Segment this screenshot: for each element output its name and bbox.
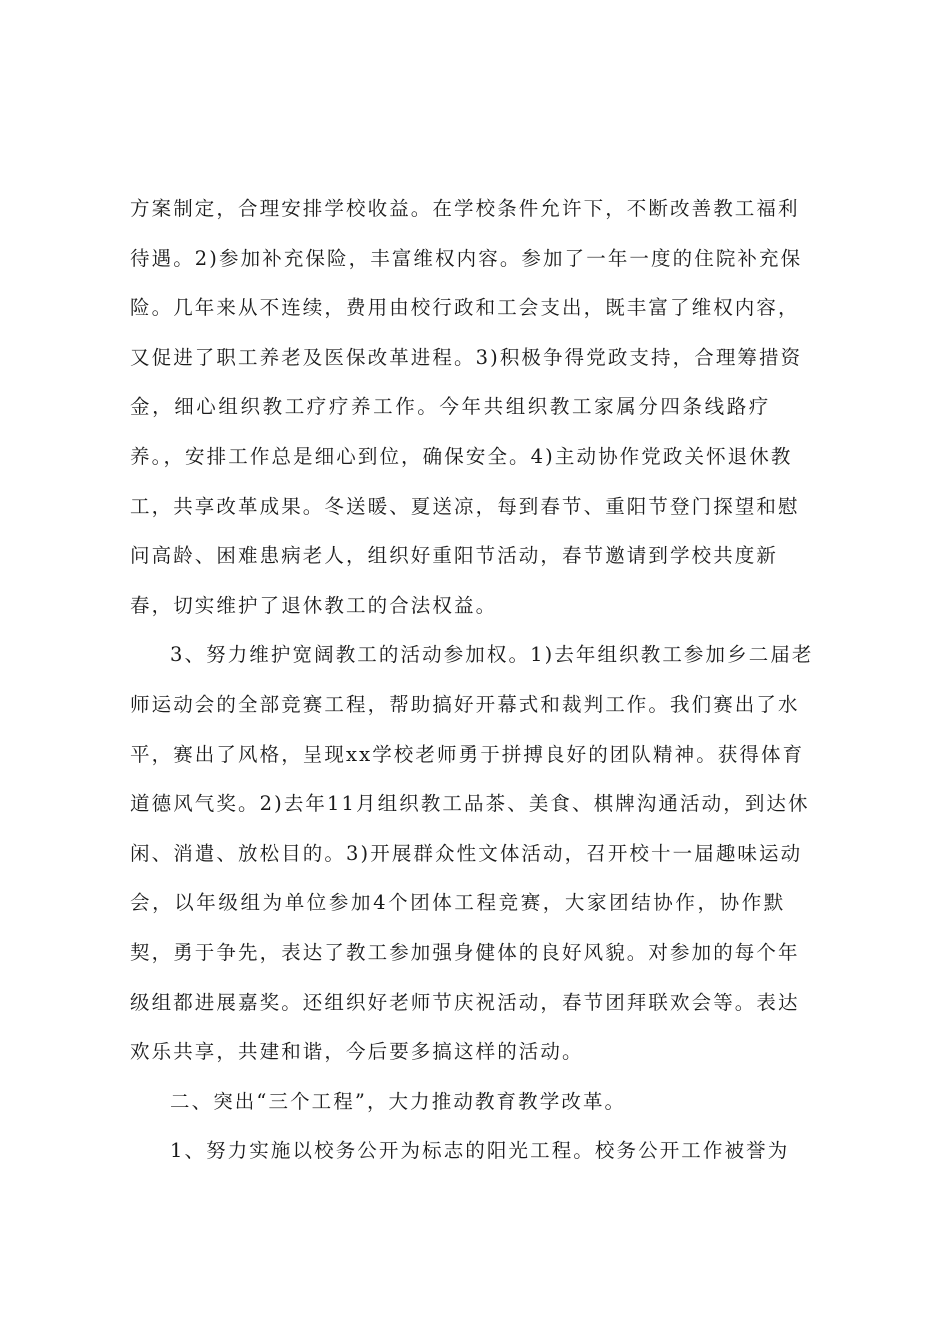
section-heading: 二、突出“三个工程”，大力推动教育教学改革。 [170,1089,627,1113]
text-line: 养。，安排工作总是细心到位，确保安全。4)主动协作党政关怀退休教 [130,444,793,468]
text-line: 工，共享改革成果。冬送暖、夏送凉，每到春节、重阳节登门探望和慰 [130,494,800,518]
text-line: 待遇。2)参加补充保险，丰富维权内容。参加了一年一度的住院补充保 [130,246,803,270]
text-line: 金，细心组织教工疗疗养工作。今年共组织教工家属分四条线路疗 [130,395,771,419]
text-line: 又促进了职工养老及医保改革进程。3)积极争得党政支持，合理筹措资 [130,345,803,369]
paragraph-first-line: 3、努力维护宽阔教工的活动参加权。1)去年组织教工参加乡二届老 [170,643,814,667]
text-line: 平，赛出了风格，呈现xx学校老师勇于拼搏良好的团队精神。获得体育 [130,742,805,766]
text-line: 欢乐共享，共建和谐，今后要多搞这样的活动。 [130,1040,584,1064]
text-line: 道德风气奖。2)去年11月组织教工品茶、美食、棋牌沟通活动，到达休 [130,792,810,816]
text-line: 方案制定，合理安排学校收益。在学校条件允许下，不断改善教工福利 [130,197,800,220]
text-line: 春，切实维护了退休教工的合法权益。 [130,593,498,617]
text-line: 险。几年来从不连续，费用由校行政和工会支出，既丰富了维权内容， [130,296,800,320]
text-line: 问高龄、困难患病老人，组织好重阳节活动，春节邀请到学校共度新 [130,544,779,568]
text-line: 契，勇于争先，表达了教工参加强身健体的良好风貌。对参加的每个年 [130,940,800,964]
text-line: 会，以年级组为单位参加4个团体工程竞赛，大家团结协作，协作默 [130,891,786,915]
text-line: 师运动会的全部竞赛工程，帮助搞好开幕式和裁判工作。我们赛出了水 [130,692,800,716]
paragraph-first-line: 1、努力实施以校务公开为标志的阳光工程。校务公开工作被誉为 [170,1139,790,1163]
text-line: 闲、消遣、放松目的。3)开展群众性文体活动，召开校十一届趣味运动 [130,841,803,865]
document-body [130,184,830,1176]
text-line: 级组都进展嘉奖。还组织好老师节庆祝活动，春节团拜联欢会等。表达 [130,990,800,1014]
